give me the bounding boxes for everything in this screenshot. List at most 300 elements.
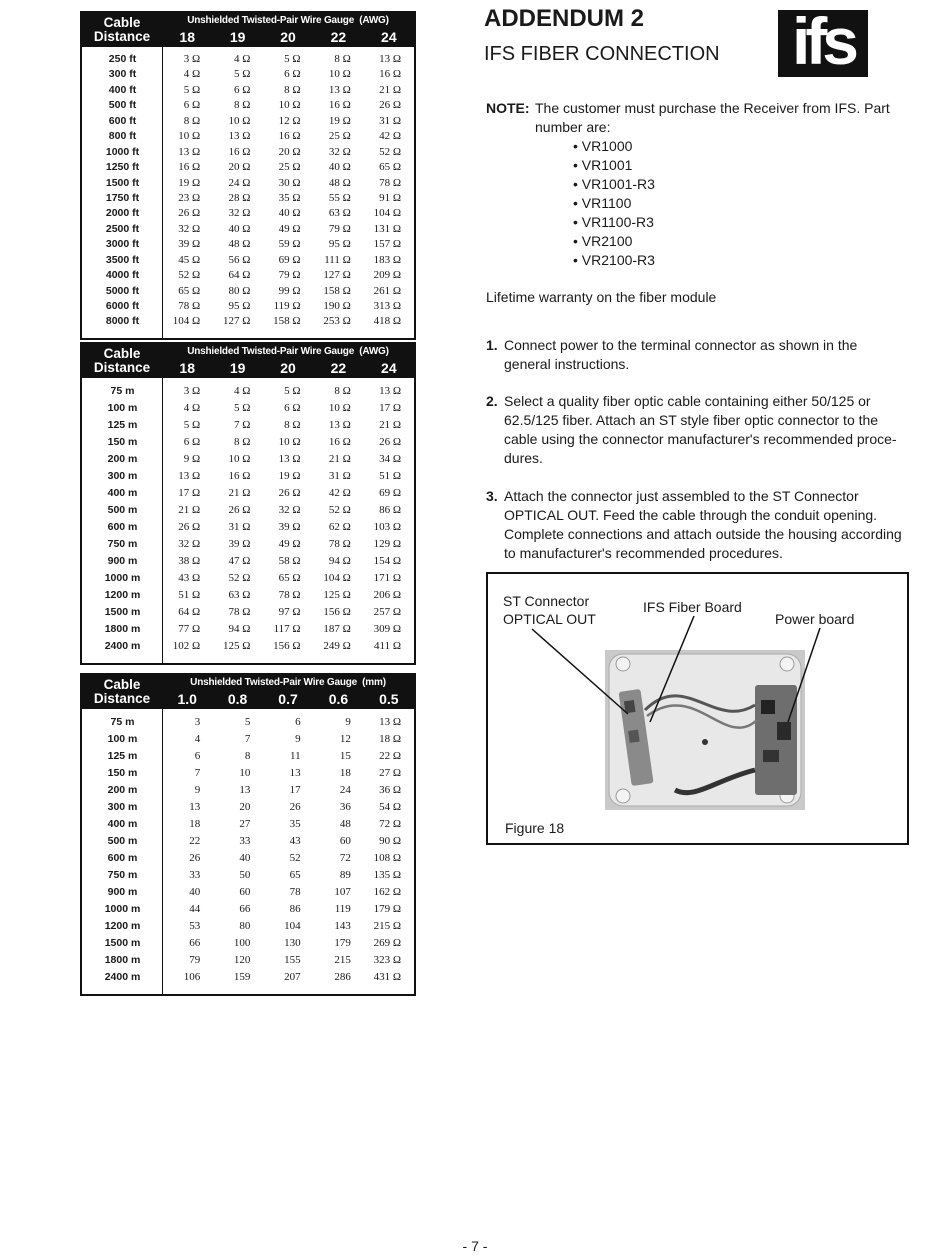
table-row [163,587,414,604]
resistance-cell: 39 Ω [228,538,251,550]
resistance-cell: 12 [339,733,351,745]
resistance-cell: 179 Ω [373,903,402,915]
resistance-cell: 56 Ω [228,253,251,266]
cable-distance-cell: 400 m [107,487,138,499]
resistance-cell: 5 [244,716,251,728]
cable-distance-cell: 1500 m [104,606,141,618]
resistance-cell: 27 Ω [379,767,402,779]
resistance-cell: 3 Ω [183,385,201,397]
table-row [163,782,414,799]
resistance-cell: 18 [339,767,351,779]
table-row [163,176,414,191]
table-row [163,901,414,918]
cable-distance-cell: 1800 m [104,954,141,966]
resistance-cell: 48 Ω [328,176,351,189]
resistance-cell: 8 Ω [233,436,251,448]
table-row [163,502,414,519]
resistance-cell: 16 Ω [328,436,351,448]
resistance-cell: 42 Ω [379,130,402,143]
cable-distance-cell: 150 m [107,436,138,448]
resistance-cell: 25 Ω [328,130,351,143]
table-row [163,417,414,434]
cable-distance-cell: 900 m [107,886,138,898]
cable-distance-cell: 5000 ft [105,284,140,297]
cable-distance-cell: 600 m [107,852,138,864]
resistance-cell: 28 Ω [228,191,251,204]
resistance-cell: 5 Ω [183,83,201,96]
resistance-cell: 17 Ω [178,487,201,499]
resistance-cell: 48 Ω [228,238,251,251]
table-row [163,816,414,833]
table-row [163,799,414,816]
resistance-cell: 78 Ω [228,606,251,618]
resistance-cell: 206 Ω [373,589,402,601]
resistance-cell: 104 Ω [323,572,351,584]
resistance-cell: 154 Ω [373,555,402,567]
resistance-cell: 59 Ω [278,238,301,251]
resistance-cell: 7 Ω [233,419,251,431]
resistance-cell: 104 Ω [373,207,402,220]
cable-distance-cell: 400 m [107,818,138,830]
cable-distance-cell: 2500 ft [105,222,140,235]
cable-distance-cell: 2400 m [104,971,141,983]
resistance-cell: 106 [183,971,201,983]
resistance-cell: 158 Ω [323,284,351,297]
resistance-cell: 3 [194,716,201,728]
table-row [163,284,414,299]
resistance-cell: 7 [194,767,201,779]
table-row [163,867,414,884]
addendum-title: ADDENDUM 2 [484,5,645,32]
part-number-item: • VR2100-R3 [573,252,655,268]
resistance-cell: 49 Ω [278,538,301,550]
resistance-cell: 13 Ω [328,419,351,431]
resistance-cell: 119 [334,903,351,915]
resistance-cell: 418 Ω [373,315,402,328]
resistance-cell: 5 Ω [284,385,301,397]
resistance-cell: 26 [289,801,301,813]
part-number-item: • VR1100 [573,195,632,211]
resistance-cell: 215 [334,954,351,966]
resistance-cell: 62 Ω [328,521,351,533]
resistance-cell: 12 Ω [278,114,301,127]
resistance-cell: 78 Ω [328,538,351,550]
resistance-cell: 26 Ω [228,504,251,516]
resistance-cell: 190 Ω [323,300,351,312]
table-row [163,400,414,417]
note-block [486,99,906,270]
cable-distance-cell: 1000 m [104,572,141,584]
resistance-cell: 53 [189,920,201,932]
resistance-cell: 104 [284,920,301,932]
resistance-cell: 257 Ω [373,606,402,618]
cable-distance-cell: 400 ft [108,83,137,96]
cable-distance-cell: 1250 ft [105,161,140,174]
resistance-cell: 8 Ω [233,99,251,112]
resistance-cell: 4 Ω [233,53,251,65]
resistance-cell: 17 [289,784,301,796]
resistance-cell: 79 Ω [278,269,301,282]
resistance-cell: 6 Ω [233,83,251,96]
resistance-cell: 6 Ω [183,436,201,448]
resistance-cell: 78 Ω [379,176,402,189]
gauge-header: 0.6 [328,691,349,707]
resistance-cell: 108 Ω [373,852,402,864]
resistance-cell: 249 Ω [323,640,351,652]
resistance-cell: 4 Ω [183,402,201,414]
resistance-cell: 21 Ω [328,453,351,465]
resistance-cell: 104 Ω [172,315,201,328]
resistance-cell: 24 [339,784,351,796]
resistance-cell: 100 [233,937,251,949]
resistance-cell: 26 Ω [178,207,201,220]
resistance-cell: 8 [244,750,251,762]
note-text: The customer must purchase the Receiver from IFS. Part number are: [535,100,890,135]
resistance-cell: 5 Ω [233,402,251,414]
resistance-cell: 78 Ω [278,589,301,601]
resistance-cell: 91 Ω [379,191,402,204]
resistance-cell: 156 Ω [323,606,351,618]
resistance-cell: 69 Ω [278,253,301,266]
table-row [163,83,414,98]
part-number-list [573,137,906,270]
resistance-cell: 135 Ω [373,869,402,881]
resistance-cell: 44 [189,903,201,915]
table-row [163,145,414,160]
resistance-cell: 35 Ω [278,191,301,204]
resistance-cell: 78 [289,886,301,898]
resistance-cell: 20 Ω [228,161,251,174]
resistance-cell: 253 Ω [323,315,351,328]
cable-distance-cell: 100 m [107,733,138,745]
resistance-cell: 33 [239,835,251,847]
resistance-cell: 21 Ω [228,487,251,499]
resistance-cell: 117 Ω [273,623,301,635]
resistance-cell: 52 [289,852,301,864]
resistance-cell: 32 Ω [278,504,301,516]
resistance-cell: 125 Ω [323,589,351,601]
table-row [163,253,414,268]
resistance-cell: 16 Ω [228,470,251,482]
cable-distance-cell: 300 m [107,470,138,482]
resistance-cell: 13 [239,784,251,796]
table-row [163,434,414,451]
resistance-cell: 10 Ω [228,114,251,127]
resistance-cell: 10 Ω [278,436,301,448]
table-row [163,299,414,314]
resistance-cell: 157 Ω [373,238,402,251]
figure-caption: Figure 18 [505,820,565,836]
resistance-cell: 10 Ω [228,453,251,465]
resistance-cell: 95 Ω [328,238,351,251]
table-row [163,952,414,969]
resistance-cell: 47 Ω [228,555,251,567]
resistance-cell: 261 Ω [373,284,402,297]
cable-distance-cell: 500 m [107,504,138,516]
table-row [163,114,414,129]
gauge-title: Unshielded Twisted-Pair Wire Gauge (mm) [190,677,386,688]
resistance-cell: 313 Ω [373,300,402,312]
table-row [163,160,414,175]
cable-distance-cell: 1500 ft [105,176,140,189]
table-row [163,536,414,553]
gauge-header: 0.8 [227,691,248,707]
resistance-cell: 22 [189,835,201,847]
table-row [163,451,414,468]
cable-distance-cell: 200 m [107,784,138,796]
table-row [163,129,414,144]
resistance-cell: 286 [334,971,351,983]
resistance-table [80,673,416,996]
resistance-cell: 209 Ω [373,269,402,282]
resistance-cell: 36 Ω [379,784,402,796]
resistance-cell: 48 [339,818,351,830]
resistance-cell: 64 Ω [178,606,201,618]
cable-distance-cell: 300 m [107,801,138,813]
resistance-cell: 31 Ω [328,470,351,482]
resistance-cell: 130 [284,937,301,949]
table-row [163,918,414,935]
gauge-header: 24 [381,360,397,376]
resistance-cell: 13 Ω [379,716,402,728]
step-2 [486,392,906,468]
resistance-cell: 72 [339,852,351,864]
resistance-cell: 69 Ω [379,487,402,499]
gauge-header: 20 [280,29,296,45]
cable-distance-cell: 8000 ft [105,315,140,328]
resistance-cell: 8 Ω [183,114,201,127]
resistance-cell: 33 [189,869,201,881]
cable-distance-cell: 100 m [107,402,138,414]
table-header [82,13,414,47]
table-row [163,765,414,782]
gauge-title: Unshielded Twisted-Pair Wire Gauge (AWG) [187,346,389,357]
resistance-cell: 10 Ω [278,99,301,112]
resistance-cell: 35 [289,818,301,830]
label-ifs-fiber-board: IFS Fiber Board [643,599,742,615]
resistance-cell: 95 Ω [228,300,251,312]
table-row [163,67,414,82]
resistance-cell: 6 [295,716,301,728]
cable-distance-cell: 500 m [107,835,138,847]
resistance-cell: 10 Ω [328,402,351,414]
resistance-cell: 179 [334,937,351,949]
table-row [163,850,414,867]
resistance-cell: 78 Ω [178,300,201,312]
resistance-cell: 22 Ω [379,750,402,762]
cable-distance-cell: 3000 ft [105,238,140,251]
resistance-cell: 65 Ω [278,572,301,584]
resistance-cell: 55 Ω [328,191,351,204]
resistance-cell: 52 Ω [178,269,201,282]
resistance-cell: 21 Ω [178,504,201,516]
resistance-cell: 40 [189,886,201,898]
resistance-cell: 10 [239,767,251,779]
cable-distance-cell: 2000 ft [105,207,140,220]
gauge-title: Unshielded Twisted-Pair Wire Gauge (AWG) [187,15,389,26]
cable-distance-cell: 2400 m [104,640,141,652]
resistance-cell: 19 Ω [278,470,301,482]
resistance-cell: 13 Ω [178,470,201,482]
gauge-header: 24 [381,29,397,45]
resistance-cell: 162 Ω [373,886,402,898]
cable-distance-header: Cable Distance [93,15,151,44]
resistance-cell: 13 [189,801,201,813]
resistance-cell: 143 [334,920,351,932]
resistance-table [80,342,416,665]
resistance-cell: 16 Ω [178,161,201,174]
resistance-cell: 24 Ω [228,176,251,189]
resistance-cell: 31 Ω [379,114,402,127]
resistance-cell: 89 [339,869,351,881]
cable-distance-cell: 75 m [110,385,135,397]
resistance-cell: 90 Ω [379,835,402,847]
resistance-cell: 52 Ω [379,145,402,158]
resistance-cell: 65 Ω [379,161,402,174]
cable-distance-cell: 750 m [107,869,138,881]
resistance-cell: 8 Ω [284,419,301,431]
resistance-cell: 5 Ω [183,419,201,431]
warranty-text: Lifetime warranty on the fiber module [486,289,717,305]
resistance-cell: 65 [289,869,301,881]
table-row [163,884,414,901]
cable-distance-cell: 200 m [107,453,138,465]
cable-distance-cell: 3500 ft [105,253,140,266]
resistance-cell: 31 Ω [228,521,251,533]
resistance-cell: 50 [239,869,251,881]
gauge-header: 22 [330,360,347,376]
resistance-cell: 103 Ω [373,521,402,533]
resistance-cell: 54 Ω [379,801,402,813]
cable-distance-cell: 125 m [107,750,138,762]
resistance-cell: 26 Ω [379,99,402,112]
step-number: 1. [486,337,498,353]
table-row [163,833,414,850]
resistance-cell: 38 Ω [178,555,201,567]
resistance-cell: 13 Ω [379,385,402,397]
cable-distance-cell: 300 ft [108,68,137,81]
figure-18-box [486,572,909,845]
resistance-cell: 10 Ω [178,130,201,143]
table-row [163,935,414,952]
resistance-cell: 20 Ω [278,145,301,158]
cable-distance-cell: 800 ft [108,130,137,143]
label-power-board: Power board [775,611,855,627]
resistance-cell: 65 Ω [178,284,201,297]
table-row [163,714,414,731]
resistance-cell: 30 Ω [278,176,301,189]
resistance-cell: 32 Ω [178,538,201,550]
table-header [82,675,414,709]
table-row [163,570,414,587]
resistance-cell: 79 [189,954,201,966]
resistance-cell: 9 [345,716,351,728]
resistance-cell: 40 Ω [278,207,301,220]
table-row [163,206,414,221]
resistance-cell: 120 [233,954,251,966]
resistance-cell: 125 Ω [222,640,251,652]
table-header [82,344,414,378]
resistance-cell: 18 [189,818,201,830]
resistance-cell: 9 [295,733,301,745]
resistance-cell: 4 Ω [233,385,251,397]
resistance-cell: 77 Ω [178,623,201,635]
resistance-cell: 45 Ω [178,253,201,266]
resistance-cell: 20 [239,801,251,813]
resistance-cell: 49 Ω [278,222,301,235]
resistance-cell: 86 [289,903,301,915]
callout-lines [488,574,907,843]
resistance-cell: 17 Ω [379,402,402,414]
resistance-cell: 16 Ω [379,68,402,81]
gauge-header: 0.5 [379,691,399,707]
table-row [163,553,414,570]
resistance-cell: 40 [239,852,251,864]
cable-distance-cell: 1000 m [104,903,141,915]
cable-distance-cell: 1750 ft [105,191,140,204]
step-number: 3. [486,488,498,504]
table-row [163,237,414,252]
table-row [163,191,414,206]
resistance-cell: 79 Ω [328,222,351,235]
gauge-header: 22 [330,29,347,45]
table-row [163,268,414,283]
resistance-cell: 13 Ω [379,53,402,65]
resistance-cell: 80 [239,920,251,932]
resistance-cell: 32 Ω [228,207,251,220]
part-number-item: • VR1000 [573,138,633,154]
resistance-cell: 127 Ω [323,269,351,282]
gauge-header: 18 [179,29,195,45]
resistance-cell: 119 Ω [273,300,301,312]
step-text: Connect power to the terminal connector as shown in the general instructions. [504,337,858,372]
table-row [163,621,414,638]
part-number-item: • VR1100-R3 [573,214,654,230]
resistance-cell: 3 Ω [183,53,201,65]
resistance-cell: 431 Ω [373,971,402,983]
resistance-cell: 11 [290,750,301,762]
resistance-cell: 6 Ω [284,68,301,81]
cable-distance-header: Cable Distance [93,677,151,706]
resistance-cell: 5 Ω [233,68,251,81]
resistance-cell: 6 [194,750,201,762]
table-row [163,748,414,765]
cable-distance-cell: 4000 ft [105,269,140,282]
step-number: 2. [486,393,498,409]
resistance-cell: 159 [233,971,251,983]
cable-distance-cell: 750 m [107,538,138,550]
resistance-cell: 13 Ω [278,453,301,465]
ifs-logo [778,10,868,77]
resistance-cell: 40 Ω [228,222,251,235]
resistance-cell: 111 Ω [324,253,351,266]
gauge-header: 19 [229,29,246,45]
logo-text: ifs [791,10,855,77]
table-row [163,468,414,485]
resistance-cell: 19 Ω [328,114,351,127]
resistance-cell: 13 Ω [328,83,351,96]
resistance-cell: 107 [334,886,351,898]
resistance-cell: 8 Ω [284,83,301,96]
resistance-cell: 32 Ω [328,145,351,158]
part-number-item: • VR1001 [573,157,633,173]
resistance-cell: 4 [194,733,201,745]
resistance-cell: 21 Ω [379,419,402,431]
resistance-cell: 27 [239,818,251,830]
resistance-cell: 58 Ω [278,555,301,567]
resistance-cell: 158 Ω [273,315,301,328]
resistance-cell: 52 Ω [228,572,251,584]
